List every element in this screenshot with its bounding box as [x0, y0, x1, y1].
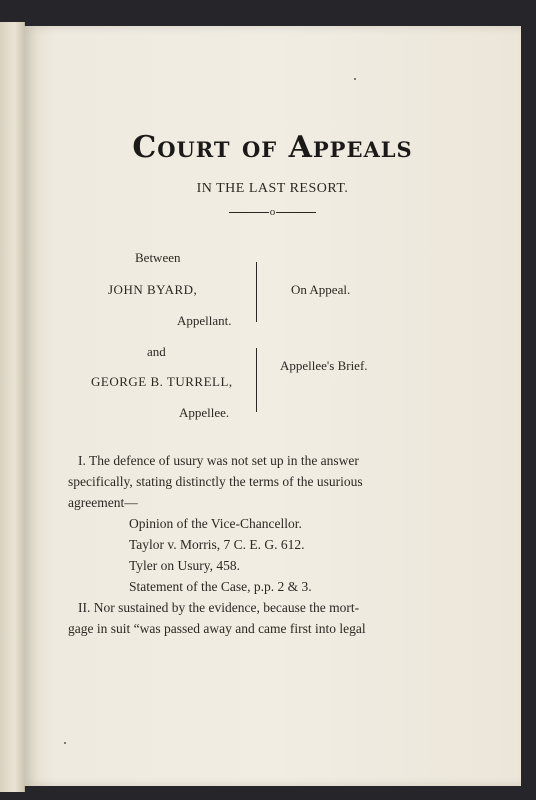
paragraph-1-line-2: specifically, stating distinctly the terms of the usurious: [68, 474, 363, 489]
paragraph-2-line-1: II. Nor sustained by the evidence, because the mort-: [78, 600, 360, 615]
court-subtitle: IN THE LAST RESORT.: [196, 181, 349, 196]
left-page-edge: [0, 22, 25, 792]
divider-mark: o: [269, 206, 276, 219]
citation-item: Statement of the Case, p.p. 2 & 3.: [129, 579, 312, 594]
on-appeal-label: On Appeal.: [291, 282, 351, 297]
paragraph-2-line-2: gage in suit “was passed away and came first into legal: [68, 621, 366, 636]
citation-item: Tyler on Usury, 458.: [129, 558, 241, 573]
page-title: Court of Appeals: [132, 130, 413, 165]
paper-speck: [64, 742, 66, 744]
divider-line-left: [229, 212, 269, 213]
appellant-role: Appellant.: [177, 313, 232, 328]
appellant-name: JOHN BYARD,: [108, 282, 198, 297]
appellee-name: GEORGE B. TURRELL,: [91, 374, 233, 389]
document-page: [24, 26, 521, 786]
citation-item: Taylor v. Morris, 7 C. E. G. 612.: [129, 537, 305, 552]
ornamental-divider: [24, 206, 521, 218]
brace-lower: [256, 348, 259, 412]
brief-label: Appellee's Brief.: [280, 358, 368, 373]
paper-speck: [354, 78, 356, 80]
paragraph-1-line-3: agreement—: [68, 495, 138, 510]
between-label: Between: [135, 250, 181, 265]
appellee-role: Appellee.: [179, 405, 230, 420]
brace-upper: [256, 262, 259, 322]
citation-item: Opinion of the Vice-Chancellor.: [129, 516, 302, 531]
paragraph-1-line-1: I. The defence of usury was not set up in the answer: [78, 453, 359, 468]
divider-line-right: [276, 212, 316, 213]
and-label: and: [147, 344, 166, 359]
